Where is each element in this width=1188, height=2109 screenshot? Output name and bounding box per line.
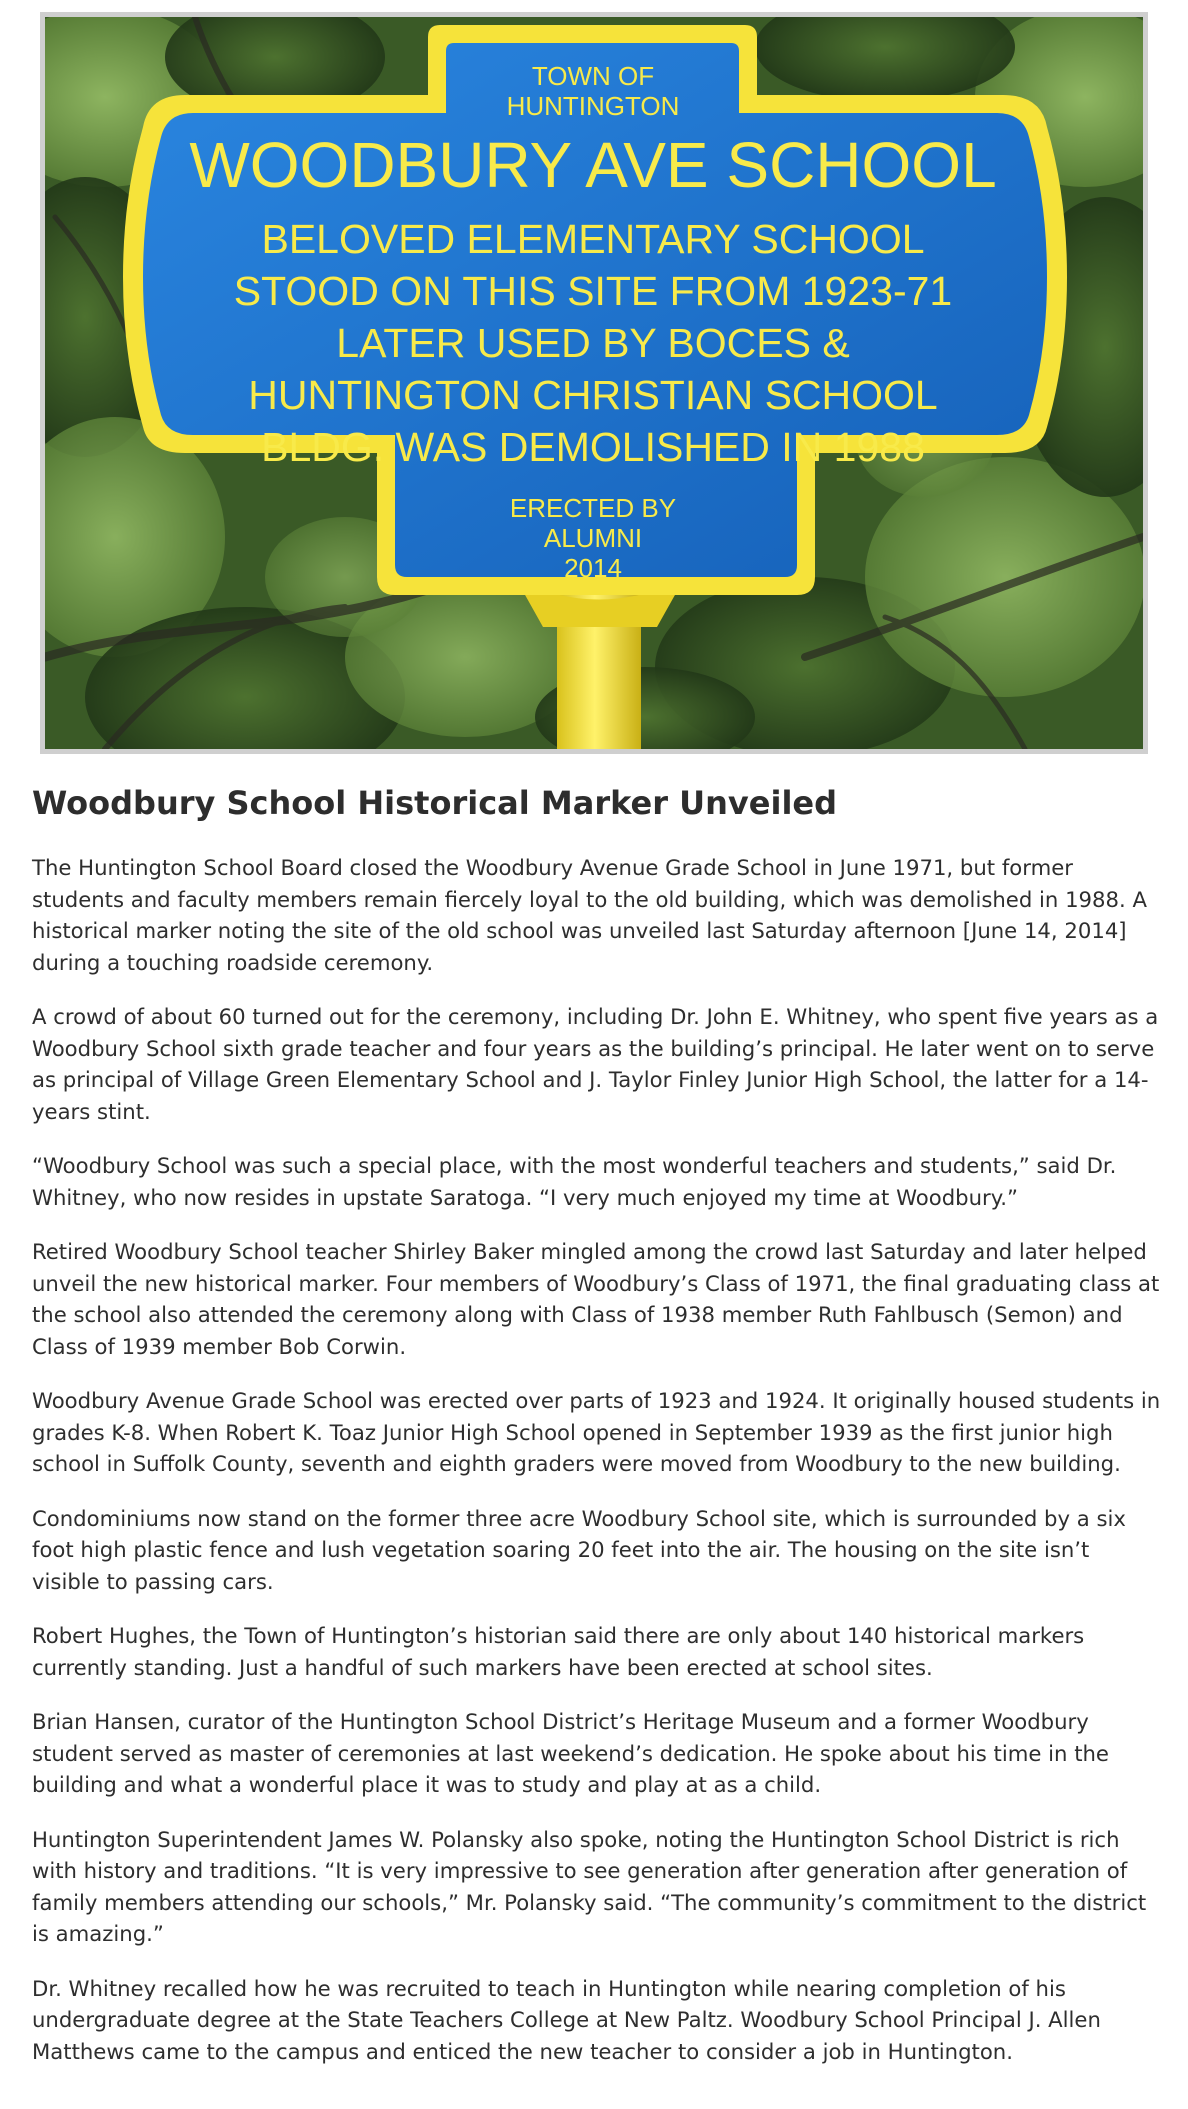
sign-line-5: BLDG. WAS DEMOLISHED IN 1988: [261, 424, 925, 470]
sign-title: WOODBURY AVE SCHOOL: [189, 129, 997, 201]
article-paragraph: Huntington Superintendent James W. Polansky also spoke, noting the Huntington School District is rich with history and traditions. “It is very impressive to see generation after generation after generation of family members attending our schools,” Mr. Polansky said. “The community’s commitment to the district is amazing.”: [32, 1826, 1147, 1946]
article-paragraph: Brian Hansen, curator of the Huntington School District’s Heritage Museum and a former Woodbury student served as master of ceremonies at last weekend’s dedication. He spoke about his time in the building and what a wonderful place it was to study and play at as a child.: [32, 1709, 1109, 1797]
sign-top-line-2: HUNTINGTON: [506, 91, 680, 121]
sign-line-4: HUNTINGTON CHRISTIAN SCHOOL: [248, 372, 938, 418]
article-paragraph: “Woodbury School was such a special place, with the most wonderful teachers and students,” said Dr. Whitney, who now resides in upstate Saratoga. “I very much enjoyed my time at Woodbury.”: [32, 1153, 1117, 1210]
sign-footer-2: ALUMNI: [543, 523, 643, 553]
article-paragraph: Retired Woodbury School teacher Shirley Baker mingled among the crowd last Saturday and later helped unveil the new historical marker. Four members of Woodbury’s Class of 1971, the final graduating class at the school also attended the ceremony along with Class of 1938 member Ruth Fahlbusch (Semon) and Class of 1939 member Bob Corwin.: [32, 1239, 1160, 1359]
article-paragraph: The Huntington School Board closed the Woodbury Avenue Grade School in June 1971, but former students and faculty members remain fiercely loyal to the old building, which was demolished in 1988. A historical marker noting the site of the old school was unveiled last Saturday afternoon [June 14, 2014] during a touching roadside ceremony.: [32, 855, 1147, 975]
article-headline: Woodbury School Historical Marker Unveiled: [32, 784, 838, 822]
article-paragraph: Condominiums now stand on the former three acre Woodbury School site, which is surrounded by a six foot high plastic fence and lush vegetation soaring 20 feet into the air. The housing on the site isn’t visible to passing cars.: [32, 1505, 1126, 1594]
marker-sign-illustration: [45, 17, 1143, 749]
article: [32, 780, 1162, 2090]
article-paragraph: Robert Hughes, the Town of Huntington’s historian said there are only about 140 historical markers currently standing. Just a handful of such markers have been erected at school sites.: [32, 1623, 1085, 1680]
article-paragraph: Woodbury Avenue Grade School was erected over parts of 1923 and 1924. It originally housed students in grades K-8. When Robert K. Toaz Junior High School opened in September 1939 as the first junior high school in Suffolk County, seventh and eighth graders were moved from Woodbury to the new building.: [32, 1388, 1161, 1476]
marker-photo: [40, 12, 1148, 754]
sign-top-line-1: TOWN OF: [531, 61, 655, 91]
article-paragraph: Dr. Whitney recalled how he was recruited to teach in Huntington while nearing completion of his undergraduate degree at the State Teachers College at New Paltz. Woodbury School Principal J. Allen Matthews came to the campus and enticed the new teacher to consider a job in Huntington.: [32, 1975, 1101, 2064]
sign-footer-3: 2014: [564, 553, 622, 583]
sign-line-1: BELOVED ELEMENTARY SCHOOL: [261, 216, 925, 262]
sign-footer-1: ERECTED BY: [509, 493, 677, 523]
sign-line-2: STOOD ON THIS SITE FROM 1923-71: [233, 268, 953, 314]
sign-line-3: LATER USED BY BOCES &: [336, 320, 850, 366]
article-paragraph: A crowd of about 60 turned out for the ceremony, including Dr. John E. Whitney, who spent five years as a Woodbury School sixth grade teacher and four years as the building’s principal. He later went on to serve as principal of Village Green Elementary School and J. Taylor Finley Junior High School, the latter for a 14-years stint.: [32, 1004, 1159, 1124]
